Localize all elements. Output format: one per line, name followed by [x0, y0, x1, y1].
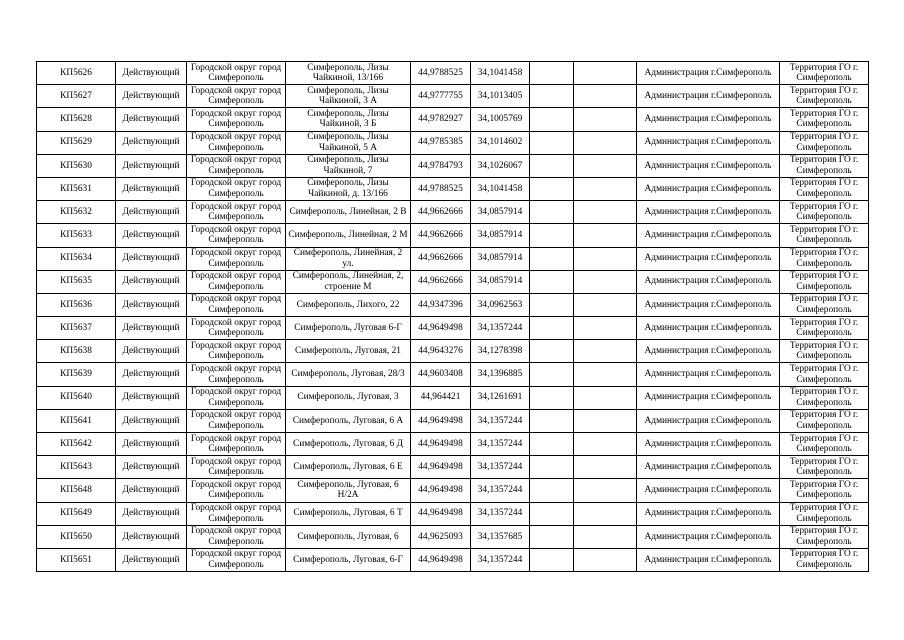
cell-empty	[574, 317, 637, 340]
cell-status: Действующий	[116, 433, 187, 456]
cell-latitude: 44,9785385	[411, 131, 471, 154]
cell-code: КП5636	[37, 293, 116, 316]
cell-district: Городской округ город Симферополь	[187, 201, 286, 224]
cell-empty	[574, 456, 637, 479]
cell-territory: Территория ГО г. Симферополь	[780, 247, 869, 270]
cell-address: Симферополь, Линейная, 2 В	[286, 201, 411, 224]
table-row	[37, 247, 869, 270]
cell-status: Действующий	[116, 479, 187, 502]
cell-longitude: 34,1013405	[471, 85, 530, 108]
cell-latitude: 44,9649498	[411, 409, 471, 432]
cell-empty	[530, 177, 574, 200]
cell-empty	[530, 154, 574, 177]
cell-empty	[530, 548, 574, 571]
cell-longitude: 34,1261691	[471, 386, 530, 409]
cell-territory: Территория ГО г. Симферополь	[780, 270, 869, 293]
cell-latitude: 44,9649498	[411, 502, 471, 525]
cell-address: Симферополь, Лихого, 22	[286, 293, 411, 316]
cell-district: Городской округ город Симферополь	[187, 363, 286, 386]
cell-territory: Территория ГО г. Симферополь	[780, 201, 869, 224]
cell-district: Городской округ город Симферополь	[187, 270, 286, 293]
cell-owner: Администрация г.Симферополь	[637, 224, 780, 247]
cell-latitude: 44,9788525	[411, 177, 471, 200]
cell-code: КП5650	[37, 525, 116, 548]
registry-table	[36, 61, 869, 572]
cell-empty	[530, 270, 574, 293]
cell-empty	[574, 85, 637, 108]
cell-latitude: 44,9662666	[411, 247, 471, 270]
cell-status: Действующий	[116, 548, 187, 571]
cell-district: Городской округ город Симферополь	[187, 177, 286, 200]
cell-longitude: 34,1026067	[471, 154, 530, 177]
cell-empty	[574, 201, 637, 224]
cell-address: Симферополь, Луговая, 21	[286, 340, 411, 363]
cell-district: Городской округ город Симферополь	[187, 456, 286, 479]
cell-longitude: 34,0857914	[471, 270, 530, 293]
table-row	[37, 317, 869, 340]
cell-latitude: 44,9662666	[411, 270, 471, 293]
cell-longitude: 34,1357244	[471, 317, 530, 340]
cell-district: Городской округ город Симферополь	[187, 433, 286, 456]
cell-district: Городской округ город Симферополь	[187, 85, 286, 108]
cell-code: КП5651	[37, 548, 116, 571]
cell-owner: Администрация г.Симферополь	[637, 154, 780, 177]
cell-territory: Территория ГО г. Симферополь	[780, 363, 869, 386]
table-row	[37, 386, 869, 409]
table-row	[37, 154, 869, 177]
cell-owner: Администрация г.Симферополь	[637, 131, 780, 154]
cell-latitude: 44,9643276	[411, 340, 471, 363]
cell-status: Действующий	[116, 85, 187, 108]
cell-empty	[574, 154, 637, 177]
cell-status: Действующий	[116, 386, 187, 409]
cell-owner: Администрация г.Симферополь	[637, 363, 780, 386]
cell-territory: Территория ГО г. Симферополь	[780, 154, 869, 177]
cell-status: Действующий	[116, 154, 187, 177]
table-row	[37, 525, 869, 548]
cell-owner: Администрация г.Симферополь	[637, 270, 780, 293]
cell-latitude: 44,9625093	[411, 525, 471, 548]
cell-empty	[574, 525, 637, 548]
cell-empty	[574, 386, 637, 409]
cell-code: КП5634	[37, 247, 116, 270]
cell-territory: Территория ГО г. Симферополь	[780, 131, 869, 154]
table-row	[37, 201, 869, 224]
cell-status: Действующий	[116, 201, 187, 224]
cell-territory: Территория ГО г. Симферополь	[780, 479, 869, 502]
table-row	[37, 409, 869, 432]
cell-empty	[574, 363, 637, 386]
cell-longitude: 34,1357685	[471, 525, 530, 548]
cell-code: КП5632	[37, 201, 116, 224]
cell-address: Симферополь, Лизы Чайкиной, 13/166	[286, 62, 411, 85]
cell-address: Симферополь, Линейная, 2, строение М	[286, 270, 411, 293]
cell-address: Симферополь, Луговая, 6-Г	[286, 548, 411, 571]
cell-owner: Администрация г.Симферополь	[637, 525, 780, 548]
table-row	[37, 224, 869, 247]
cell-latitude: 44,9662666	[411, 201, 471, 224]
table-row	[37, 363, 869, 386]
table-row	[37, 85, 869, 108]
cell-address: Симферополь, Луговая, 6 Е	[286, 456, 411, 479]
cell-latitude: 44,9649498	[411, 479, 471, 502]
cell-territory: Территория ГО г. Симферополь	[780, 224, 869, 247]
cell-latitude: 44,9782927	[411, 108, 471, 131]
cell-address: Симферополь, Луговая, 3	[286, 386, 411, 409]
cell-territory: Территория ГО г. Симферополь	[780, 317, 869, 340]
table-row	[37, 108, 869, 131]
cell-empty	[530, 340, 574, 363]
cell-empty	[530, 386, 574, 409]
cell-address: Симферополь, Лизы Чайкиной, 3 А	[286, 85, 411, 108]
cell-owner: Администрация г.Симферополь	[637, 548, 780, 571]
cell-code: КП5639	[37, 363, 116, 386]
cell-territory: Территория ГО г. Симферополь	[780, 456, 869, 479]
table-row	[37, 293, 869, 316]
cell-code: КП5641	[37, 409, 116, 432]
cell-empty	[574, 479, 637, 502]
cell-latitude: 44,9347396	[411, 293, 471, 316]
cell-code: КП5626	[37, 62, 116, 85]
cell-owner: Администрация г.Симферополь	[637, 62, 780, 85]
cell-status: Действующий	[116, 525, 187, 548]
table-body	[37, 62, 869, 572]
cell-latitude: 44,9649498	[411, 456, 471, 479]
cell-owner: Администрация г.Симферополь	[637, 201, 780, 224]
cell-latitude: 44,9788525	[411, 62, 471, 85]
cell-empty	[530, 131, 574, 154]
cell-longitude: 34,1005769	[471, 108, 530, 131]
cell-empty	[530, 62, 574, 85]
table-row	[37, 340, 869, 363]
cell-empty	[530, 85, 574, 108]
cell-district: Городской округ город Симферополь	[187, 409, 286, 432]
cell-longitude: 34,0857914	[471, 224, 530, 247]
cell-empty	[574, 548, 637, 571]
cell-empty	[530, 456, 574, 479]
cell-empty	[530, 525, 574, 548]
cell-status: Действующий	[116, 270, 187, 293]
cell-status: Действующий	[116, 456, 187, 479]
cell-owner: Администрация г.Симферополь	[637, 177, 780, 200]
cell-empty	[530, 479, 574, 502]
cell-owner: Администрация г.Симферополь	[637, 85, 780, 108]
cell-empty	[574, 247, 637, 270]
cell-owner: Администрация г.Симферополь	[637, 433, 780, 456]
cell-district: Городской округ город Симферополь	[187, 479, 286, 502]
table-row	[37, 456, 869, 479]
cell-territory: Территория ГО г. Симферополь	[780, 409, 869, 432]
cell-empty	[574, 177, 637, 200]
cell-empty	[574, 224, 637, 247]
cell-district: Городской округ город Симферополь	[187, 247, 286, 270]
cell-latitude: 44,9603408	[411, 363, 471, 386]
cell-longitude: 34,1041458	[471, 177, 530, 200]
cell-address: Симферополь, Линейная, 2 ул.	[286, 247, 411, 270]
cell-empty	[574, 409, 637, 432]
cell-district: Городской округ город Симферополь	[187, 224, 286, 247]
table-row	[37, 62, 869, 85]
cell-code: КП5630	[37, 154, 116, 177]
table-row	[37, 433, 869, 456]
cell-address: Симферополь, Луговая, 6 Д	[286, 433, 411, 456]
cell-empty	[530, 108, 574, 131]
cell-address: Симферополь, Луговая, 6 Н/2А	[286, 479, 411, 502]
cell-status: Действующий	[116, 224, 187, 247]
table-row	[37, 131, 869, 154]
cell-territory: Территория ГО г. Симферополь	[780, 340, 869, 363]
cell-district: Городской округ город Симферополь	[187, 131, 286, 154]
cell-territory: Территория ГО г. Симферополь	[780, 433, 869, 456]
cell-status: Действующий	[116, 502, 187, 525]
cell-owner: Администрация г.Симферополь	[637, 247, 780, 270]
cell-address: Симферополь, Лизы Чайкиной, 5 А	[286, 131, 411, 154]
cell-code: КП5629	[37, 131, 116, 154]
cell-longitude: 34,1014602	[471, 131, 530, 154]
cell-district: Городской округ город Симферополь	[187, 502, 286, 525]
cell-longitude: 34,1357244	[471, 479, 530, 502]
cell-owner: Администрация г.Симферополь	[637, 409, 780, 432]
cell-status: Действующий	[116, 177, 187, 200]
cell-district: Городской округ город Симферополь	[187, 293, 286, 316]
cell-code: КП5635	[37, 270, 116, 293]
cell-latitude: 44,9662666	[411, 224, 471, 247]
cell-latitude: 44,9777755	[411, 85, 471, 108]
cell-longitude: 34,0857914	[471, 247, 530, 270]
cell-district: Городской округ город Симферополь	[187, 525, 286, 548]
cell-empty	[574, 108, 637, 131]
cell-address: Симферополь, Лизы Чайкиной, 3 Б	[286, 108, 411, 131]
cell-empty	[574, 131, 637, 154]
cell-longitude: 34,0962563	[471, 293, 530, 316]
cell-longitude: 34,0857914	[471, 201, 530, 224]
cell-empty	[574, 62, 637, 85]
cell-code: КП5640	[37, 386, 116, 409]
cell-empty	[530, 409, 574, 432]
cell-territory: Территория ГО г. Симферополь	[780, 293, 869, 316]
cell-code: КП5631	[37, 177, 116, 200]
cell-status: Действующий	[116, 317, 187, 340]
cell-empty	[574, 433, 637, 456]
cell-owner: Администрация г.Симферополь	[637, 479, 780, 502]
cell-address: Симферополь, Линейная, 2 М	[286, 224, 411, 247]
cell-district: Городской округ город Симферополь	[187, 62, 286, 85]
cell-district: Городской округ город Симферополь	[187, 548, 286, 571]
cell-empty	[530, 433, 574, 456]
cell-empty	[530, 363, 574, 386]
cell-code: КП5633	[37, 224, 116, 247]
cell-district: Городской округ город Симферополь	[187, 154, 286, 177]
cell-status: Действующий	[116, 108, 187, 131]
cell-district: Городской округ город Симферополь	[187, 108, 286, 131]
cell-owner: Администрация г.Симферополь	[637, 386, 780, 409]
table-row	[37, 548, 869, 571]
cell-longitude: 34,1041458	[471, 62, 530, 85]
cell-code: КП5648	[37, 479, 116, 502]
cell-status: Действующий	[116, 363, 187, 386]
cell-empty	[574, 340, 637, 363]
table-row	[37, 177, 869, 200]
cell-district: Городской округ город Симферополь	[187, 317, 286, 340]
cell-owner: Администрация г.Симферополь	[637, 293, 780, 316]
cell-code: КП5643	[37, 456, 116, 479]
cell-status: Действующий	[116, 409, 187, 432]
cell-empty	[574, 502, 637, 525]
table-row	[37, 479, 869, 502]
cell-district: Городской округ город Симферополь	[187, 340, 286, 363]
cell-address: Симферополь, Луговая 6-Г	[286, 317, 411, 340]
table-row	[37, 502, 869, 525]
cell-latitude: 44,9649498	[411, 548, 471, 571]
cell-owner: Администрация г.Симферополь	[637, 456, 780, 479]
cell-longitude: 34,1278398	[471, 340, 530, 363]
cell-longitude: 34,1357244	[471, 502, 530, 525]
cell-owner: Администрация г.Симферополь	[637, 108, 780, 131]
cell-longitude: 34,1357244	[471, 433, 530, 456]
cell-latitude: 44,9784793	[411, 154, 471, 177]
cell-territory: Территория ГО г. Симферополь	[780, 548, 869, 571]
cell-longitude: 34,1357244	[471, 456, 530, 479]
cell-owner: Администрация г.Симферополь	[637, 340, 780, 363]
cell-territory: Территория ГО г. Симферополь	[780, 525, 869, 548]
cell-address: Симферополь, Луговая, 28/3	[286, 363, 411, 386]
cell-address: Симферополь, Луговая, 6 Т	[286, 502, 411, 525]
cell-empty	[530, 201, 574, 224]
cell-owner: Администрация г.Симферополь	[637, 502, 780, 525]
cell-empty	[530, 317, 574, 340]
cell-code: КП5642	[37, 433, 116, 456]
cell-owner: Администрация г.Симферополь	[637, 317, 780, 340]
cell-code: КП5627	[37, 85, 116, 108]
cell-longitude: 34,1357244	[471, 409, 530, 432]
cell-empty	[530, 247, 574, 270]
cell-territory: Территория ГО г. Симферополь	[780, 177, 869, 200]
cell-empty	[574, 293, 637, 316]
cell-empty	[530, 502, 574, 525]
cell-status: Действующий	[116, 340, 187, 363]
cell-territory: Территория ГО г. Симферополь	[780, 108, 869, 131]
cell-latitude: 44,9649498	[411, 433, 471, 456]
cell-empty	[574, 270, 637, 293]
cell-status: Действующий	[116, 293, 187, 316]
cell-status: Действующий	[116, 62, 187, 85]
cell-longitude: 34,1357244	[471, 548, 530, 571]
cell-code: КП5637	[37, 317, 116, 340]
cell-latitude: 44,964421	[411, 386, 471, 409]
cell-territory: Территория ГО г. Симферополь	[780, 502, 869, 525]
cell-status: Действующий	[116, 247, 187, 270]
cell-address: Симферополь, Лизы Чайкиной, 7	[286, 154, 411, 177]
cell-empty	[530, 293, 574, 316]
cell-territory: Территория ГО г. Симферополь	[780, 386, 869, 409]
cell-district: Городской округ город Симферополь	[187, 386, 286, 409]
cell-territory: Территория ГО г. Симферополь	[780, 85, 869, 108]
cell-status: Действующий	[116, 131, 187, 154]
cell-code: КП5638	[37, 340, 116, 363]
table-row	[37, 270, 869, 293]
cell-code: КП5649	[37, 502, 116, 525]
cell-empty	[530, 224, 574, 247]
cell-address: Симферополь, Луговая, 6	[286, 525, 411, 548]
cell-latitude: 44,9649498	[411, 317, 471, 340]
cell-address: Симферополь, Лизы Чайкиной, д. 13/166	[286, 177, 411, 200]
cell-address: Симферополь, Луговая, 6 А	[286, 409, 411, 432]
cell-longitude: 34,1396885	[471, 363, 530, 386]
cell-territory: Территория ГО г. Симферополь	[780, 62, 869, 85]
cell-code: КП5628	[37, 108, 116, 131]
